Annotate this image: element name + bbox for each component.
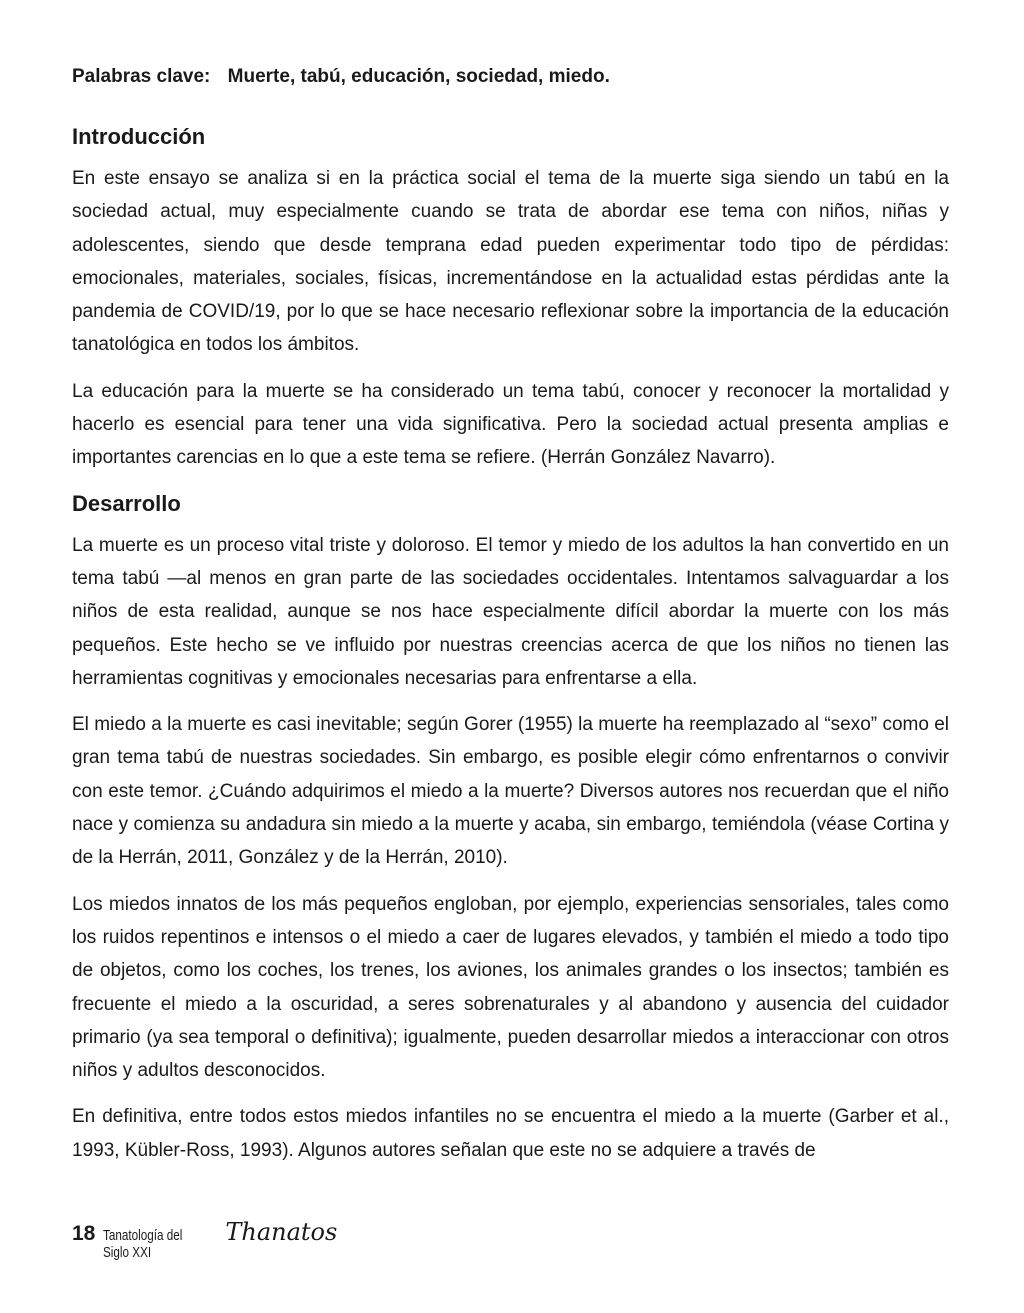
paragraph: El miedo a la muerte es casi inevitable; según Gorer (1955) la muerte ha reemplazado al “sexo” como el gran tema tabú de nuestras sociedades. Sin embargo, es posible elegir cómo enfrentarnos o convivir con este temor. ¿Cuándo adquirimos el miedo a la muerte? Diversos autores nos recuerdan que el niño nace y comienza su andadura sin miedo a la muerte y acaba, sin embargo, temiéndola (véase Cortina y de la Herrán, 2011, González y de la Herrán, 2010). — [72, 714, 949, 869]
page-number: 18 — [72, 1222, 96, 1245]
brand-logo: Thanatos — [225, 1218, 338, 1246]
journal-name: Tanatología del Siglo XXI — [103, 1227, 183, 1261]
paragraph: La muerte es un proceso vital triste y doloroso. El temor y miedo de los adultos la han convertido en un tema tabú —al menos en gran parte de las sociedades occidentales. Intentamos salvaguardar a los niños de esta realidad, aunque se nos hace especialmente difícil abordar la muerte con los más pequeños. Este hecho se ve influido por nuestras creencias acerca de que los niños no tienen las herramientas cognitivas y emocionales necesarias para enfrentarse a ella. — [72, 534, 949, 689]
section-desarrollo — [72, 489, 949, 1167]
page-content — [72, 60, 949, 1180]
keywords-list: Muerte, tabú, educación, sociedad, miedo. — [227, 66, 610, 87]
page-footer — [72, 1218, 337, 1261]
section-heading: Desarrollo — [72, 490, 181, 516]
section-introduccion — [72, 122, 949, 475]
paragraph: En este ensayo se analiza si en la práctica social el tema de la muerte siga siendo un tabú en la sociedad actual, muy especialmente cuando se trata de abordar ese tema con niños, niñas y adolescentes, siendo que desde temprana edad pueden experimentar todo tipo de pérdidas: emocionales, materiales, sociales, físicas, incrementándose en la actualidad estas pérdidas ante la pandemia de COVID/19, por lo que se hace necesario reflexionar sobre la importancia de la educación tanatológica en todos los ámbitos. — [72, 168, 949, 356]
paragraph: Los miedos innatos de los más pequeños engloban, por ejemplo, experiencias sensoriales, tales como los ruidos repentinos e intensos o el miedo a caer de lugares elevados, y también el miedo a todo tipo de objetos, como los coches, los trenes, los aviones, los animales grandes o los insectos; también es frecuente el miedo a la oscuridad, a seres sobrenaturales y al abandono y ausencia del cuidador primario (ya sea temporal o definitiva); igualmente, pueden desarrollar miedos a interaccionar con otros niños y adultos desconocidos. — [72, 893, 949, 1082]
section-heading: Introducción — [72, 124, 206, 149]
keywords-line — [72, 60, 949, 94]
keywords-label: Palabras clave: — [72, 66, 211, 87]
paragraph: La educación para la muerte se ha considerado un tema tabú, conocer y reconocer la mortalidad y hacerlo es esencial para tener una vida significativa. Pero la sociedad actual presenta amplias e importantes carencias en lo que a este tema se refiere. (Herrán González Navarro). — [72, 380, 949, 469]
paragraph: En definitiva, entre todos estos miedos infantiles no se encuentra el miedo a la muerte (Garber et al., 1993, Kübler-Ross, 1993). Algunos autores señalan que este no se adquiere a través de — [72, 1106, 949, 1161]
